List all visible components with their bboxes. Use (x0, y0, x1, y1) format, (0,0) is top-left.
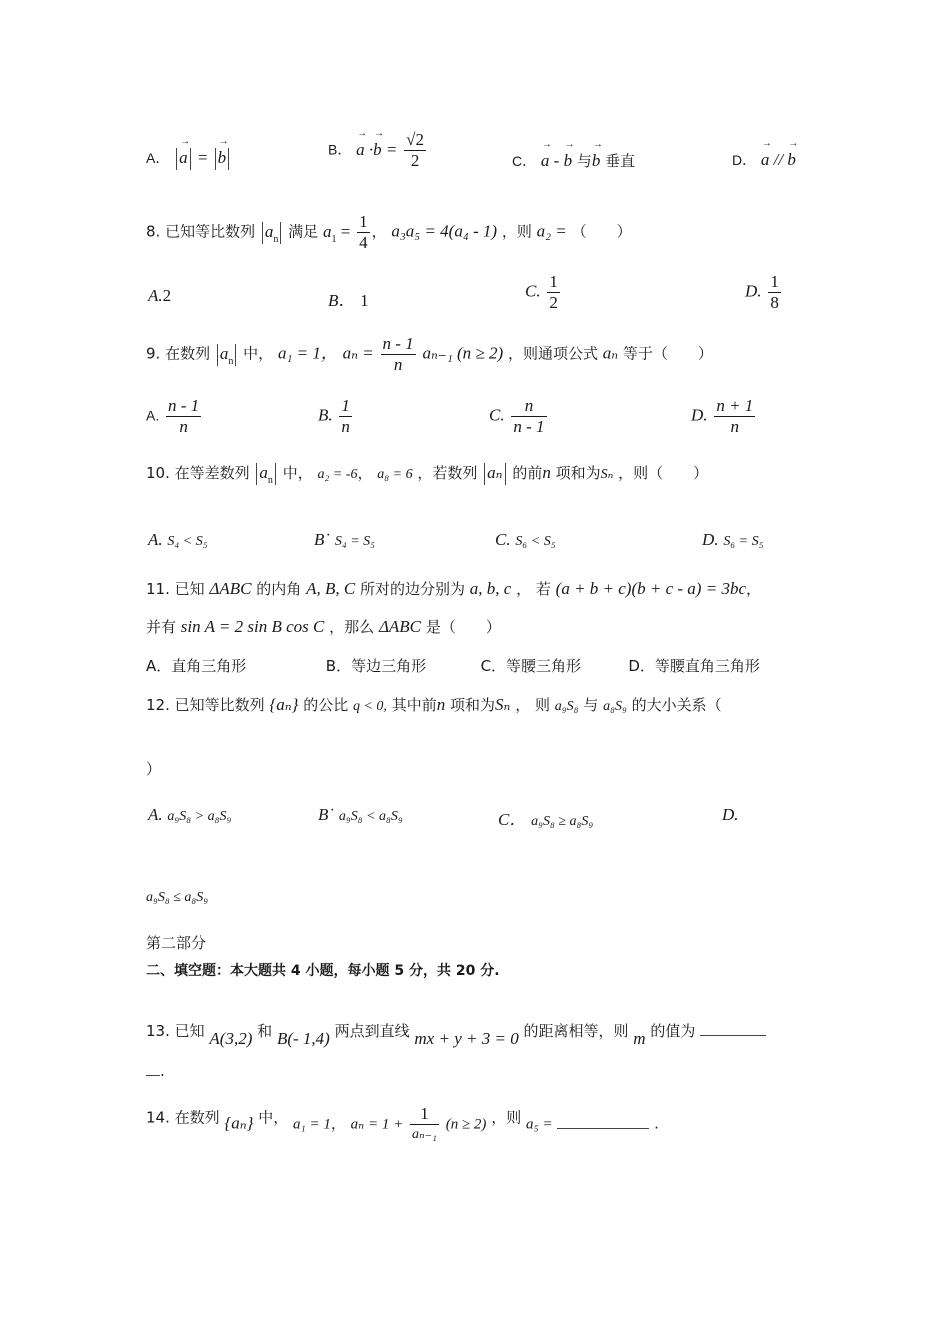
q13-answer-blank[interactable] (700, 1025, 766, 1036)
q13-stem: 13. 已知 A(3,2) 和 B(- 1,4) 两点到直线 mx + y + 3 = 0 的距离相等，则 m 的值为 (146, 1020, 766, 1049)
q7-b-expr: → a ·→ b = (356, 140, 397, 159)
q11-stem: 11. 已知 ΔABC 的内角 A, B, C 所对的边分别为 a, b, c ， 若 (a + b + c)(b + c - a) = 3bc， (146, 579, 762, 598)
q11-option-c: C．等腰三角形 (480, 657, 582, 675)
q13-end: . (146, 1062, 165, 1080)
q12-option-c: C． a₉S₈ ≥ a₈S₉ (498, 810, 594, 829)
q7-option-c: C． → a - → b 与→ b 垂直 (512, 150, 635, 171)
q8-option-c: C. $\frac{1}{2}$ (525, 272, 558, 312)
q14-stem: 14. 在数列 {aₙ} 中， a₁ = 1， aₙ = 1 + $\frac{1}{\text{aₙ₋₁}}$ (n ≥ 2) ，则 a₅ = . (146, 1104, 659, 1142)
option-label: A． (146, 150, 170, 166)
q9-option-a: A. $\frac{n - 1}{n}$ (146, 396, 200, 436)
q12-stem: 12. 已知等比数列 {aₙ} 的公比 q < 0, 其中前n 项和为Sₙ ， 则 a₉S₈ 与 a₈S₉ 的大小关系（ (146, 695, 722, 714)
q7-option-b (328, 130, 428, 171)
q12-option-a: A. a₉S₈ > a₈S₉ (148, 805, 232, 824)
q9-option-d: D. $\frac{n + 1}{n}$ (691, 396, 754, 436)
q10-stem: 10. 在等差数列 $a_n$ 中， a₂ = -6， a₈ = 6 ，若数列 aₙ 的前n 项和为Sₙ ，则（ ） (146, 463, 709, 486)
q7-c-expr: → a - → b (541, 151, 572, 170)
q9-option-c: C. $\frac{n}{n - 1}$ (489, 396, 545, 436)
q11-option-d: D．等腰直角三角形 (628, 657, 760, 675)
q7-b-fraction: $\frac{√2}{2}$ (406, 130, 424, 170)
q7-option-d (732, 150, 796, 170)
q9-option-b: B. $\frac{1}{n}$ (318, 396, 350, 436)
q8-option-b: B． 1 (328, 291, 369, 310)
q7-a-expr: → a = → b (174, 148, 231, 167)
q14-answer-blank[interactable] (557, 1118, 649, 1129)
q9-stem: 9. 在数列 $a_n$ 中， a₁ = 1， aₙ = $\frac{n - 1}{n}$ aₙ₋₁ (n ≥ 2) ，则通项公式 aₙ 等于（ ） (146, 334, 713, 374)
q12-option-d-label: D. (722, 805, 739, 824)
q8-condition: a₃a₅ = 4(a₄ - 1) (391, 221, 498, 241)
q10-option-c: C. S₆ < S₅ (495, 530, 556, 549)
q8-fraction: $\frac{1}{4}$ (359, 212, 368, 252)
q8-option-a: A.2 (148, 286, 172, 305)
option-label: B． (328, 141, 352, 158)
q10-option-d: D. S₆ = S₅ (702, 530, 764, 549)
q7-option-a (146, 148, 231, 170)
q10-option-b: B˙ S₄ = S₅ (314, 530, 376, 549)
q12-option-d-value: a₉S₈ ≤ a₈S₉ (146, 890, 209, 905)
q12-option-b: B˙ a₉S₈ < a₈S₉ (318, 805, 403, 824)
q8-stem: 8. 已知等比数列 $a_n$ 满足 $a_1$ = $\frac{1}{4}$ ， a₃a₅ = 4(a₄ - 1) ，则 a₂ = （ ） (146, 212, 632, 252)
q11-options (146, 655, 760, 676)
option-label: D． (732, 152, 757, 168)
part2-title: 第二部分 (146, 934, 207, 952)
q12-close-paren: ） (146, 760, 162, 778)
option-label: C． (512, 153, 537, 169)
q10-option-a: A. S₄ < S₅ (148, 530, 208, 549)
q7-d-expr: → a // → b (761, 150, 796, 169)
q11-option-a: A．直角三角形 (146, 657, 247, 675)
q8-option-d: D. $\frac{1}{8}$ (745, 272, 779, 312)
part2-heading: 二、填空题：本大题共 4 小题，每小题 5 分，共 20 分. (146, 963, 500, 979)
q8-seq: $a_n$ (260, 222, 284, 241)
q11-line2: 并有 sin A = 2 sin B cos C ，那么 ΔABC 是（ ） (146, 617, 501, 636)
q11-option-b: B．等边三角形 (325, 657, 427, 675)
